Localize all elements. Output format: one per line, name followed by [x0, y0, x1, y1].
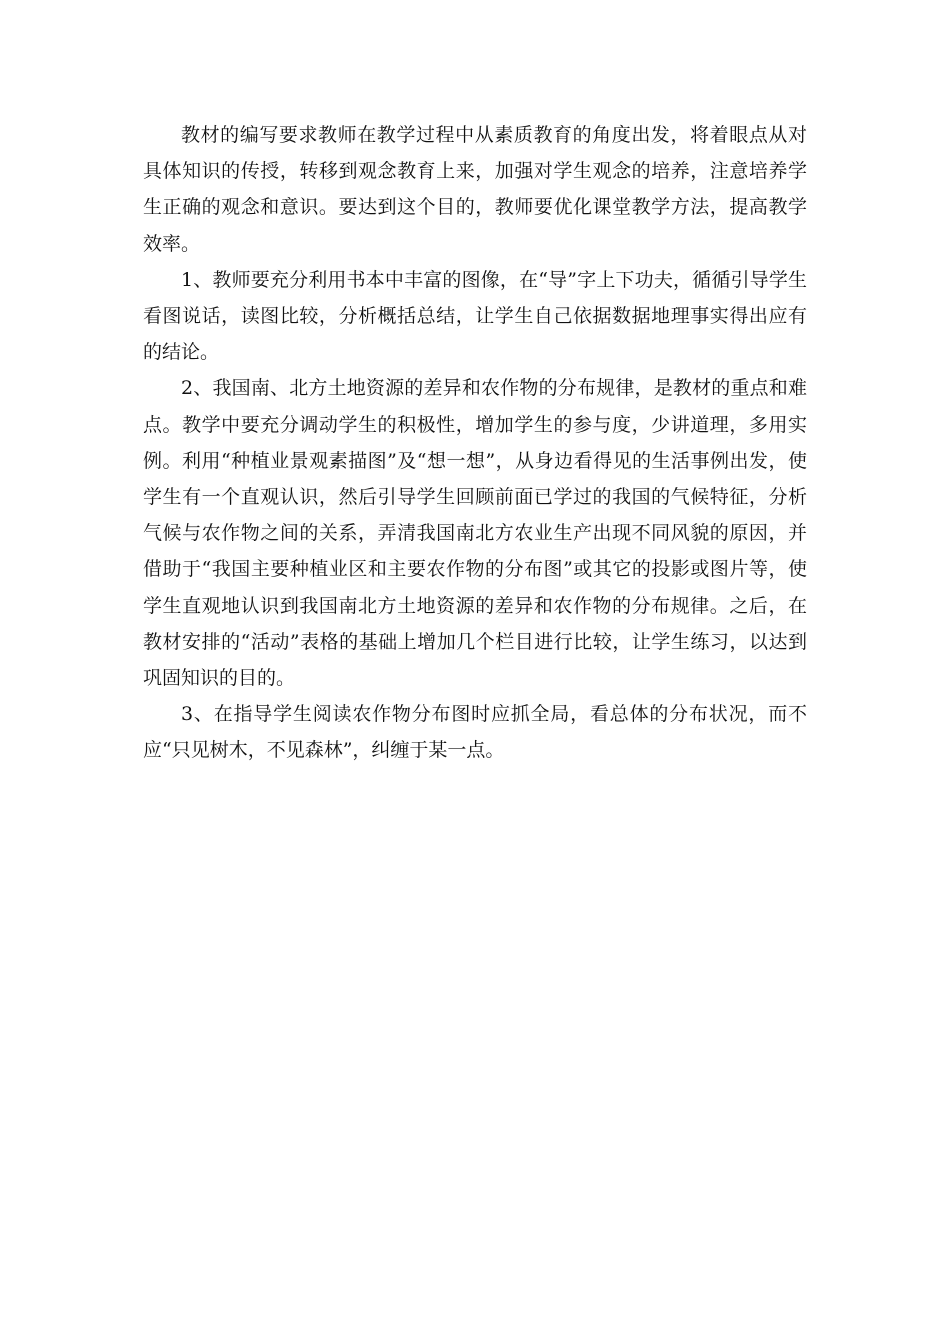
paragraph-point-3: 3、在指导学生阅读农作物分布图时应抓全局，看总体的分布状况，而不应“只见树木，不见森林”，纠缠于某一点。: [143, 703, 807, 762]
paragraph-intro: 教材的编写要求教师在教学过程中从素质教育的角度出发，将着眼点从对具体知识的传授，转移到观念教育上来，加强对学生观念的培养，注意培养学生正确的观念和意识。要达到这个目的，教师要优化课堂教学方法，提高教学效率。: [143, 124, 807, 255]
paragraph-point-1: 1、教师要充分利用书本中丰富的图像，在“导”字上下功夫，循循引导学生看图说话，读图比较，分析概括总结，让学生自己依据数据地理事实得出应有的结论。: [143, 268, 807, 364]
document-body: [143, 117, 807, 769]
paragraph-point-2: 2、我国南、北方土地资源的差异和农作物的分布规律，是教材的重点和难点。教学中要充分调动学生的积极性，增加学生的参与度，少讲道理，多用实例。利用“种植业景观素描图”及“想一想”，从身边看得见的生活事例出发，使学生有一个直观认识，然后引导学生回顾前面已学过的我国的气候特征，分析气候与农作物之间的关系，弄清我国南北方农业生产出现不同风貌的原因，并借助于“我国主要种植业区和主要农作物的分布图”或其它的投影或图片等，使学生直观地认识到我国南北方土地资源的差异和农作物的分布规律。之后，在教材安排的“活动”表格的基础上增加几个栏目进行比较，让学生练习，以达到巩固知识的目的。: [143, 377, 807, 690]
